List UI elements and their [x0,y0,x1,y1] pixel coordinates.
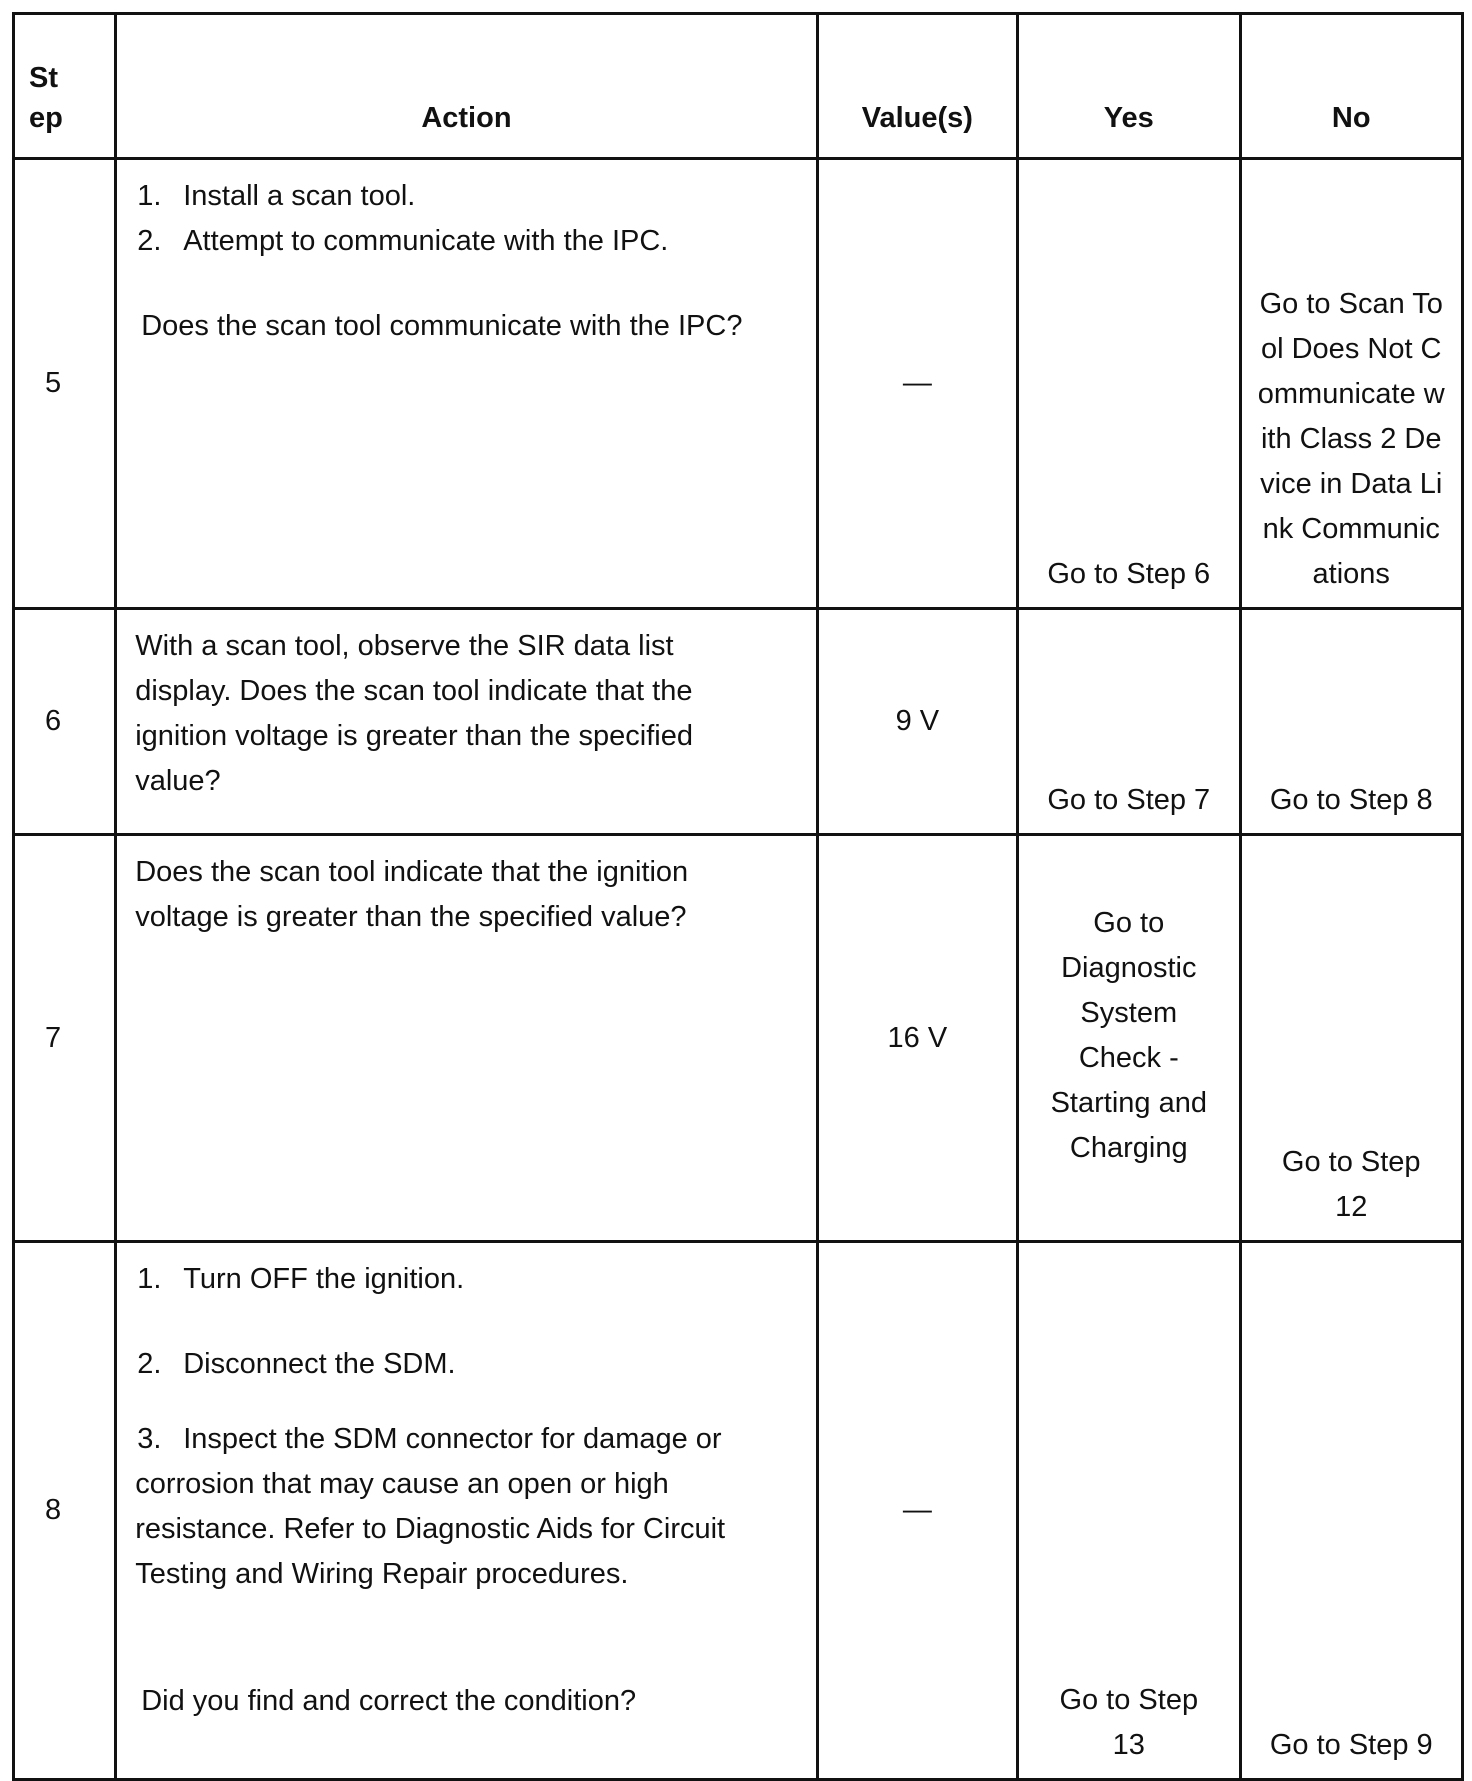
value-cell: 9 V [817,609,1017,835]
header-no: No [1240,14,1463,159]
yes-cell: Go to Step 7 [1018,609,1240,835]
yes-cell: Go to Step 13 [1018,1242,1240,1780]
value-cell: — [817,1242,1017,1780]
table-row [14,835,1463,1242]
yes-cell: Go to Step 6 [1018,159,1240,609]
action-cell: Does the scan tool indicate that the ignition voltage is greater than the specified value? [116,835,817,1242]
action-question: Did you find and correct the condition? [141,1685,637,1717]
step-number: 7 [14,835,116,1242]
action-item: 3. Inspect the SDM connector for damage or corrosion that may cause an open or high resistance. Refer to Diagnostic Aids for Circuit Testing and Wiring Repair procedures. [135,1423,726,1590]
header-yes: Yes [1018,14,1240,159]
action-cell [116,1242,817,1780]
action-cell [116,159,817,609]
action-item: 1. Install a scan tool. [137,180,416,212]
value-cell: 16 V [817,835,1017,1242]
step-number: 6 [14,609,116,835]
table-row [14,159,1463,609]
no-cell: Go to Step 8 [1240,609,1463,835]
action-item: 1. Turn OFF the ignition. [137,1263,465,1295]
step-number: 8 [14,1242,116,1780]
action-item: 2. Disconnect the SDM. [137,1348,456,1380]
header-action: Action [116,14,817,159]
action-item: 2. Attempt to communicate with the IPC. [137,225,669,257]
value-cell: — [817,159,1017,609]
table-row [14,609,1463,835]
no-cell: Go to Scan Tool Does Not Communicate with Class 2 Device in Data Link Communications [1240,159,1463,609]
no-cell: Go to Step 12 [1240,835,1463,1242]
table-row [14,1242,1463,1780]
header-step: St ep [14,14,116,159]
action-cell: With a scan tool, observe the SIR data list display. Does the scan tool indicate that the ignition voltage is greater than the specified value? [116,609,817,835]
header-row [14,14,1463,159]
action-question: Does the scan tool communicate with the IPC? [141,310,743,342]
diagnostic-table [12,12,1464,1781]
yes-cell: Go to Diagnostic System Check - Starting and Charging [1018,835,1240,1242]
no-cell: Go to Step 9 [1240,1242,1463,1780]
header-values: Value(s) [817,14,1017,159]
step-number: 5 [14,159,116,609]
